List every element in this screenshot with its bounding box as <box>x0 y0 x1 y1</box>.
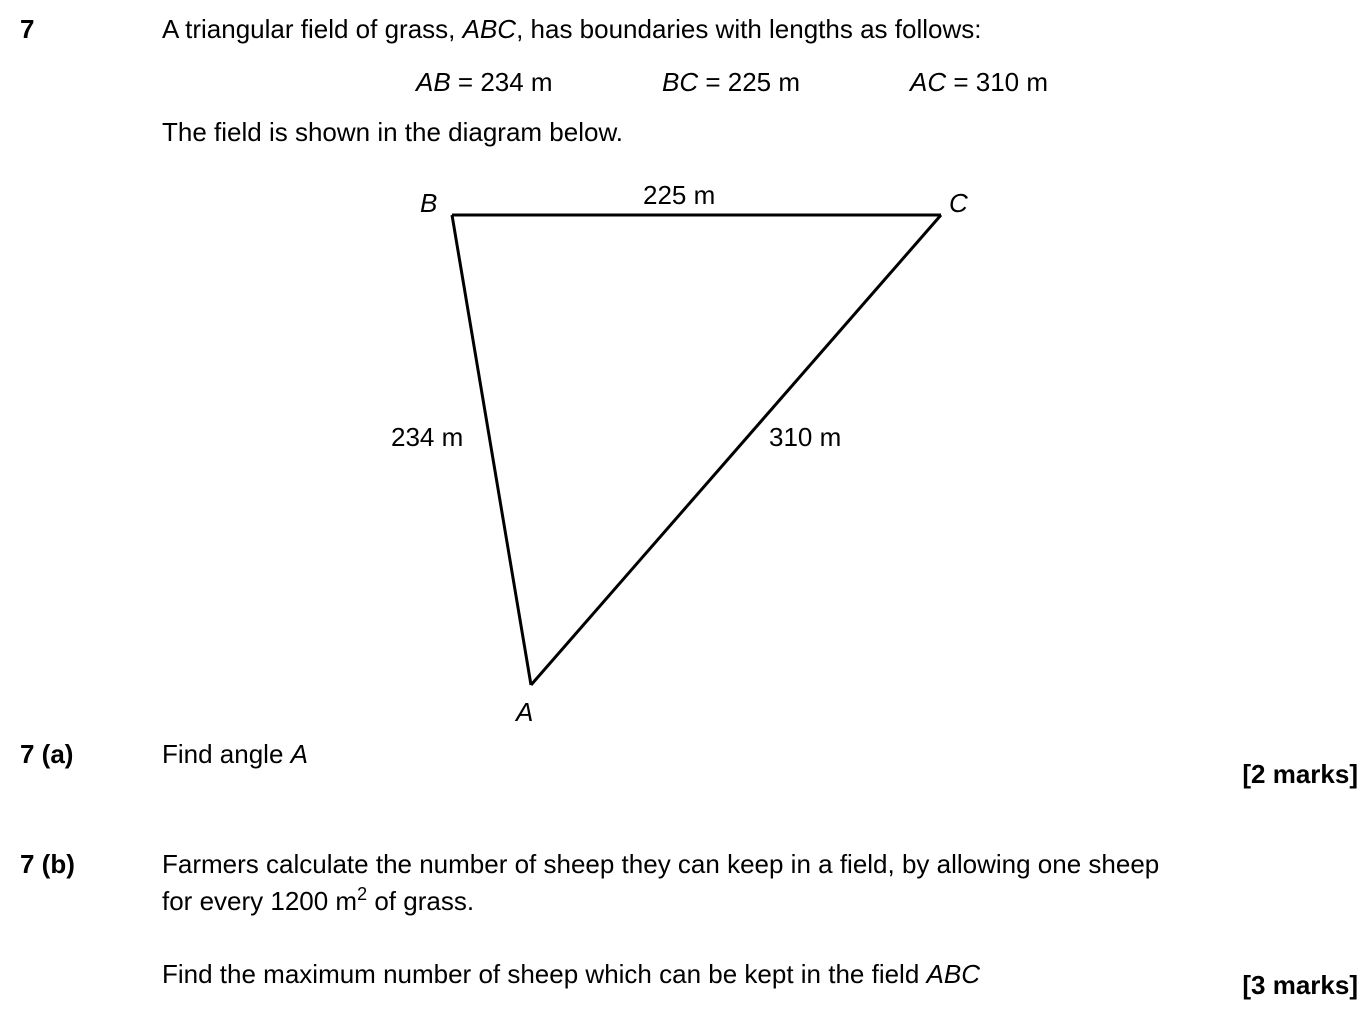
length-equals: = <box>450 67 481 97</box>
part-b-line-3-text: Find the maximum number of sheep which can be kept in the field <box>162 959 927 989</box>
part-b-line-2-end: of grass. <box>367 886 475 916</box>
vertex-label-a: A <box>516 697 534 727</box>
length-value: 310 m <box>975 67 1049 97</box>
part-a-angle: A <box>290 739 308 769</box>
length-value: 234 m <box>480 67 553 97</box>
part-b-line-2 <box>162 884 475 916</box>
length-equals: = <box>946 67 976 97</box>
length-side: BC <box>662 67 699 97</box>
part-b-line-3 <box>162 961 980 987</box>
side-ac <box>531 215 941 685</box>
length-value: 225 m <box>727 67 801 97</box>
part-b-line-2-start: for every 1200 m <box>162 886 358 916</box>
part-a-label: 7 (a) <box>20 739 74 769</box>
diagram-caption: The field is shown in the diagram below. <box>162 117 624 147</box>
part-a-text: Find angle <box>162 739 291 769</box>
vertex-label-c: C <box>949 188 968 218</box>
question-number: 7 <box>20 14 35 44</box>
intro-text-start: A triangular field of grass, <box>162 14 463 44</box>
intro-field-name: ABC <box>462 14 517 44</box>
part-b-field-name: ABC <box>926 959 980 989</box>
side-label-ab: 234 m <box>391 422 464 452</box>
length-equals: = <box>698 67 728 97</box>
length-side: AC <box>910 67 947 97</box>
part-b-line-1: Farmers calculate the number of sheep they can keep in a field, by allowing one sheep <box>162 849 1160 879</box>
part-b-superscript: 2 <box>357 884 368 904</box>
part-a-marks: [2 marks] <box>1242 759 1358 789</box>
intro-text-end: , has boundaries with lengths as follows: <box>516 14 982 44</box>
side-label-bc: 225 m <box>643 180 716 210</box>
side-ab <box>452 215 531 685</box>
side-label-ac: 310 m <box>769 422 842 452</box>
length-side: AB <box>416 67 451 97</box>
part-b-label: 7 (b) <box>20 849 75 879</box>
part-a-question <box>162 741 308 767</box>
part-b-marks: [3 marks] <box>1242 970 1358 1000</box>
vertex-label-b: B <box>420 188 438 218</box>
